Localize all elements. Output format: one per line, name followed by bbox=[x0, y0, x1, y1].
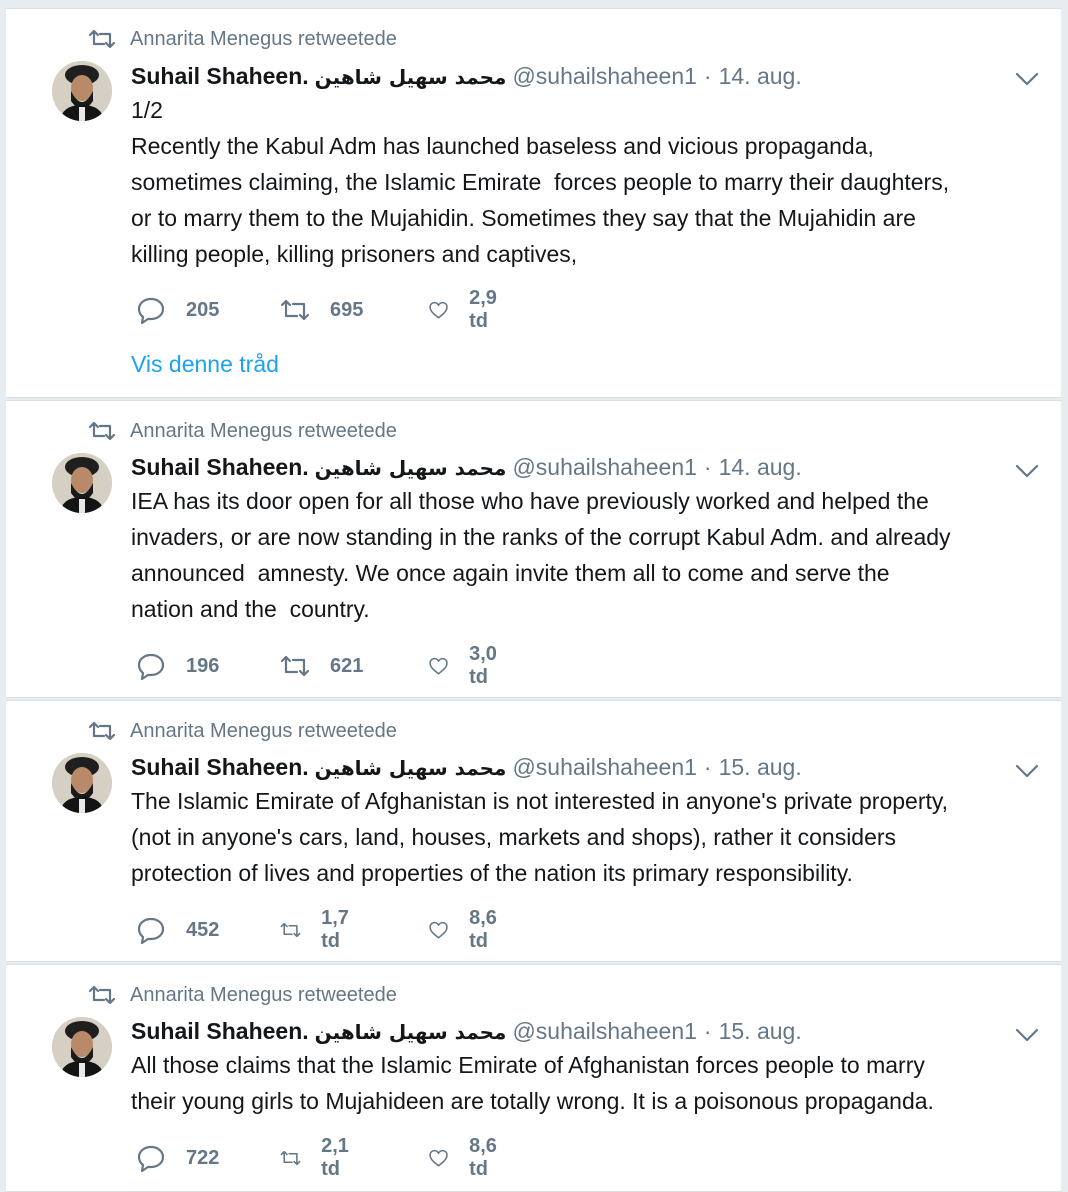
like-count: 3,0 td bbox=[469, 643, 497, 688]
retweet-count: 1,7 td bbox=[321, 907, 349, 952]
reply-button[interactable] bbox=[136, 651, 219, 681]
tweet-date[interactable]: 15. aug. bbox=[718, 1018, 802, 1044]
retweet-context[interactable] bbox=[89, 27, 397, 51]
display-name[interactable]: Suhail Shaheen. bbox=[131, 754, 309, 780]
retweeter-label: Annarita Menegus retweetede bbox=[130, 27, 397, 50]
like-count: 8,6 td bbox=[469, 907, 497, 952]
reply-button[interactable] bbox=[136, 1143, 219, 1173]
retweet-icon bbox=[89, 984, 115, 1006]
more-options-button[interactable] bbox=[1014, 761, 1040, 781]
reply-icon bbox=[136, 652, 166, 680]
user-handle[interactable]: @suhailshaheen1 bbox=[512, 63, 697, 89]
tweet[interactable] bbox=[6, 700, 1061, 962]
separator: · bbox=[703, 754, 712, 780]
chevron-down-icon bbox=[1014, 1025, 1040, 1045]
tweet-text: All those claims that the Islamic Emirate of Afghanistan forces people to marry their young girls to Mujahideen are totally wrong. It is a poisonous propaganda. bbox=[131, 1052, 934, 1114]
tweet-text: IEA has its door open for all those who have previously worked and helped the invaders, or are now standing in the ranks of the corrupt Kabul Adm. and already announced amnesty. We once again invite them all to come and serve the nation and the country. bbox=[131, 488, 951, 622]
like-button[interactable] bbox=[428, 287, 506, 332]
reply-count: 452 bbox=[186, 918, 220, 941]
like-button[interactable] bbox=[428, 907, 506, 952]
user-handle[interactable]: @suhailshaheen1 bbox=[512, 754, 697, 780]
retweet-icon bbox=[280, 652, 310, 680]
more-options-button[interactable] bbox=[1014, 69, 1040, 89]
more-options-button[interactable] bbox=[1014, 461, 1040, 481]
show-thread-link[interactable]: Vis denne tråd bbox=[131, 351, 279, 377]
like-count: 8,6 td bbox=[469, 1135, 497, 1180]
retweet-icon bbox=[280, 916, 301, 944]
chevron-down-icon bbox=[1014, 69, 1040, 89]
user-handle[interactable]: @suhailshaheen1 bbox=[512, 454, 697, 480]
chevron-down-icon bbox=[1014, 461, 1040, 481]
avatar[interactable] bbox=[52, 61, 112, 121]
retweet-context[interactable] bbox=[89, 983, 397, 1007]
more-options-button[interactable] bbox=[1014, 1025, 1040, 1045]
tweet[interactable] bbox=[6, 400, 1061, 698]
like-count: 2,9 td bbox=[469, 287, 497, 332]
retweeter-label: Annarita Menegus retweetede bbox=[130, 719, 397, 742]
retweet-count: 2,1 td bbox=[321, 1135, 349, 1180]
retweet-button[interactable] bbox=[280, 907, 358, 952]
retweet-icon bbox=[280, 296, 310, 324]
reply-icon bbox=[136, 296, 166, 324]
retweeter-label: Annarita Menegus retweetede bbox=[130, 983, 397, 1006]
retweet-button[interactable] bbox=[280, 295, 363, 325]
like-icon bbox=[428, 296, 449, 324]
retweeter-label: Annarita Menegus retweetede bbox=[130, 419, 397, 442]
reply-count: 722 bbox=[186, 1146, 220, 1169]
like-button[interactable] bbox=[428, 1135, 506, 1180]
display-name[interactable]: Suhail Shaheen. bbox=[131, 63, 309, 89]
like-icon bbox=[428, 652, 449, 680]
display-name[interactable]: Suhail Shaheen. bbox=[131, 1018, 309, 1044]
avatar[interactable] bbox=[52, 753, 112, 813]
tweet[interactable] bbox=[6, 964, 1061, 1192]
display-name-arabic[interactable]: محمد سهیل شاهین bbox=[314, 65, 507, 89]
chevron-down-icon bbox=[1014, 761, 1040, 781]
avatar[interactable] bbox=[52, 1017, 112, 1077]
tweet-header bbox=[131, 454, 802, 484]
tweet-date[interactable]: 14. aug. bbox=[718, 63, 802, 89]
tweet-text: The Islamic Emirate of Afghanistan is not interested in anyone's private property, (not in anyone's cars, land, houses, markets and shops), rather it considers protection of lives and properties of the nation its primary responsibility. bbox=[131, 788, 949, 886]
tweet-text: 1/2 Recently the Kabul Adm has launched baseless and vicious propaganda, sometimes claiming, the Islamic Emirate forces people to marry their daughters, or to marry them to the Mujahidin. Sometimes they say that the Mujahidin are killing people, killing prisoners and captives, bbox=[131, 97, 950, 267]
retweet-count: 695 bbox=[330, 298, 364, 321]
retweet-icon bbox=[89, 720, 115, 742]
display-name-arabic[interactable]: محمد سهیل شاهین bbox=[314, 1020, 507, 1044]
like-button[interactable] bbox=[428, 643, 506, 688]
retweet-icon bbox=[89, 28, 115, 50]
retweet-context[interactable] bbox=[89, 419, 397, 443]
separator: · bbox=[703, 454, 712, 480]
retweet-count: 621 bbox=[330, 654, 364, 677]
avatar[interactable] bbox=[52, 453, 112, 513]
retweet-button[interactable] bbox=[280, 651, 363, 681]
separator: · bbox=[703, 63, 712, 89]
retweet-button[interactable] bbox=[280, 1135, 358, 1180]
reply-count: 205 bbox=[186, 298, 220, 321]
retweet-icon bbox=[280, 1144, 301, 1172]
display-name-arabic[interactable]: محمد سهیل شاهین bbox=[314, 456, 507, 480]
tweet-header bbox=[131, 1018, 802, 1048]
separator: · bbox=[703, 1018, 712, 1044]
user-handle[interactable]: @suhailshaheen1 bbox=[512, 1018, 697, 1044]
tweet-header bbox=[131, 63, 802, 93]
reply-button[interactable] bbox=[136, 915, 219, 945]
tweet-header bbox=[131, 754, 802, 784]
reply-icon bbox=[136, 916, 166, 944]
reply-icon bbox=[136, 1144, 166, 1172]
retweet-icon bbox=[89, 420, 115, 442]
reply-count: 196 bbox=[186, 654, 220, 677]
tweet-date[interactable]: 15. aug. bbox=[718, 754, 802, 780]
like-icon bbox=[428, 916, 449, 944]
reply-button[interactable] bbox=[136, 295, 219, 325]
retweet-context[interactable] bbox=[89, 719, 397, 743]
display-name-arabic[interactable]: محمد سهیل شاهین bbox=[314, 756, 507, 780]
tweet[interactable] bbox=[6, 8, 1061, 398]
display-name[interactable]: Suhail Shaheen. bbox=[131, 454, 309, 480]
like-icon bbox=[428, 1144, 449, 1172]
tweet-date[interactable]: 14. aug. bbox=[718, 454, 802, 480]
